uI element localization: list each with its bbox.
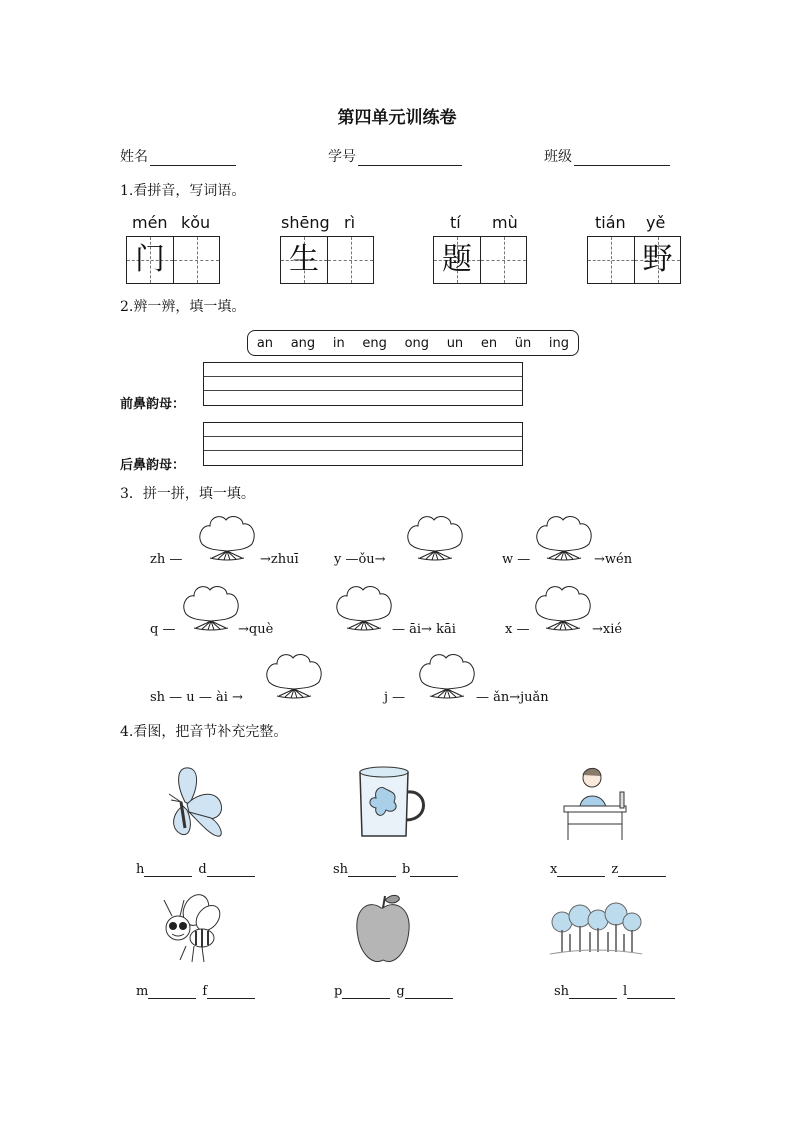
shell-blank-icon[interactable] [416,652,478,702]
spelling-text: →zhuī [260,552,299,567]
syllable-blank[interactable]: p g [334,984,459,999]
spelling-text: sh — u — ài → [150,690,243,705]
shell-blank-icon[interactable] [263,652,325,702]
question-4-title: 4.看图，把音节补充完整。 [120,724,288,740]
pinyin: kǒu [181,213,211,232]
pinyin: mù [492,213,518,232]
name-field[interactable]: 姓名 [120,146,236,166]
question-1-title: 1.看拼音，写词语。 [120,183,246,199]
spelling-text: →xié [592,622,623,637]
grid-cell[interactable]: 题 [434,237,480,283]
syllable: in [332,335,345,351]
syllable-blank[interactable]: sh l [554,984,681,999]
syllable-blank[interactable]: m f [136,984,261,999]
student-desk-icon [554,762,634,842]
front-nasal-writing-lines[interactable] [203,362,523,406]
syllable: un [446,335,464,351]
shell-blank-icon[interactable] [404,514,466,564]
cup-icon [352,762,432,842]
spelling-text: →wén [594,552,633,567]
syllable: ün [514,335,532,351]
page-title: 第四单元训练卷 [337,108,457,128]
spelling-text: x — [505,622,530,637]
shell-blank-icon[interactable] [533,514,595,564]
syllable: en [480,335,498,351]
front-nasal-label: 前鼻韵母： [120,397,186,412]
grid-cell[interactable] [173,237,219,283]
pinyin: tí [450,213,461,232]
back-nasal-writing-lines[interactable] [203,422,523,466]
tianzige-grid[interactable] [433,236,527,284]
syllable-box [247,330,579,356]
bee-icon [150,888,230,968]
spelling-text: q — [150,622,176,637]
butterfly-icon [155,762,235,842]
grid-cell[interactable]: 门 [127,237,173,283]
syllable: ing [548,335,570,351]
pinyin: tián [595,213,626,232]
question-2-title: 2.辨一辨，填一填。 [120,299,246,315]
student-id-field[interactable]: 学号 [328,146,462,166]
name-underline[interactable] [150,149,236,166]
syllable: eng [362,335,387,351]
syllable: ong [404,335,430,351]
student-id-underline[interactable] [358,149,462,166]
syllable-blank[interactable]: h d [136,862,261,877]
grid-cell[interactable] [480,237,526,283]
pinyin: rì [344,213,356,232]
shell-blank-icon[interactable] [333,584,395,634]
tianzige-grid[interactable] [587,236,681,284]
class-field[interactable]: 班级 [544,146,670,166]
spelling-text: w — [502,552,531,567]
grid-cell[interactable] [588,237,634,283]
syllable: ang [290,335,316,351]
shell-blank-icon[interactable] [196,514,258,564]
tianzige-grid[interactable] [280,236,374,284]
syllable-blank[interactable]: x z [550,862,672,877]
grid-cell[interactable]: 生 [281,237,327,283]
shell-blank-icon[interactable] [532,584,594,634]
apple-icon [345,892,425,972]
spelling-text: — ǎn→juǎn [476,690,549,705]
spelling-text: y —ǒu→ [334,552,386,567]
question-3-title: 3．拼一拼，填一填。 [120,486,255,502]
spelling-text: zh — [150,552,183,567]
shell-blank-icon[interactable] [180,584,242,634]
back-nasal-label: 后鼻韵母： [120,458,186,473]
spelling-text: — āi→ kāi [392,622,456,637]
spelling-text: →què [238,622,274,637]
grid-cell[interactable]: 野 [634,237,680,283]
tianzige-grid[interactable] [126,236,220,284]
class-underline[interactable] [574,149,670,166]
spelling-text: j — [384,690,406,705]
grid-cell[interactable] [327,237,373,283]
syllable-blank[interactable]: sh b [333,862,464,877]
pinyin: mén [132,213,168,232]
syllable: an [256,335,274,351]
pinyin: yě [646,213,666,232]
pinyin: shēng [281,213,330,232]
forest-icon [548,900,644,964]
